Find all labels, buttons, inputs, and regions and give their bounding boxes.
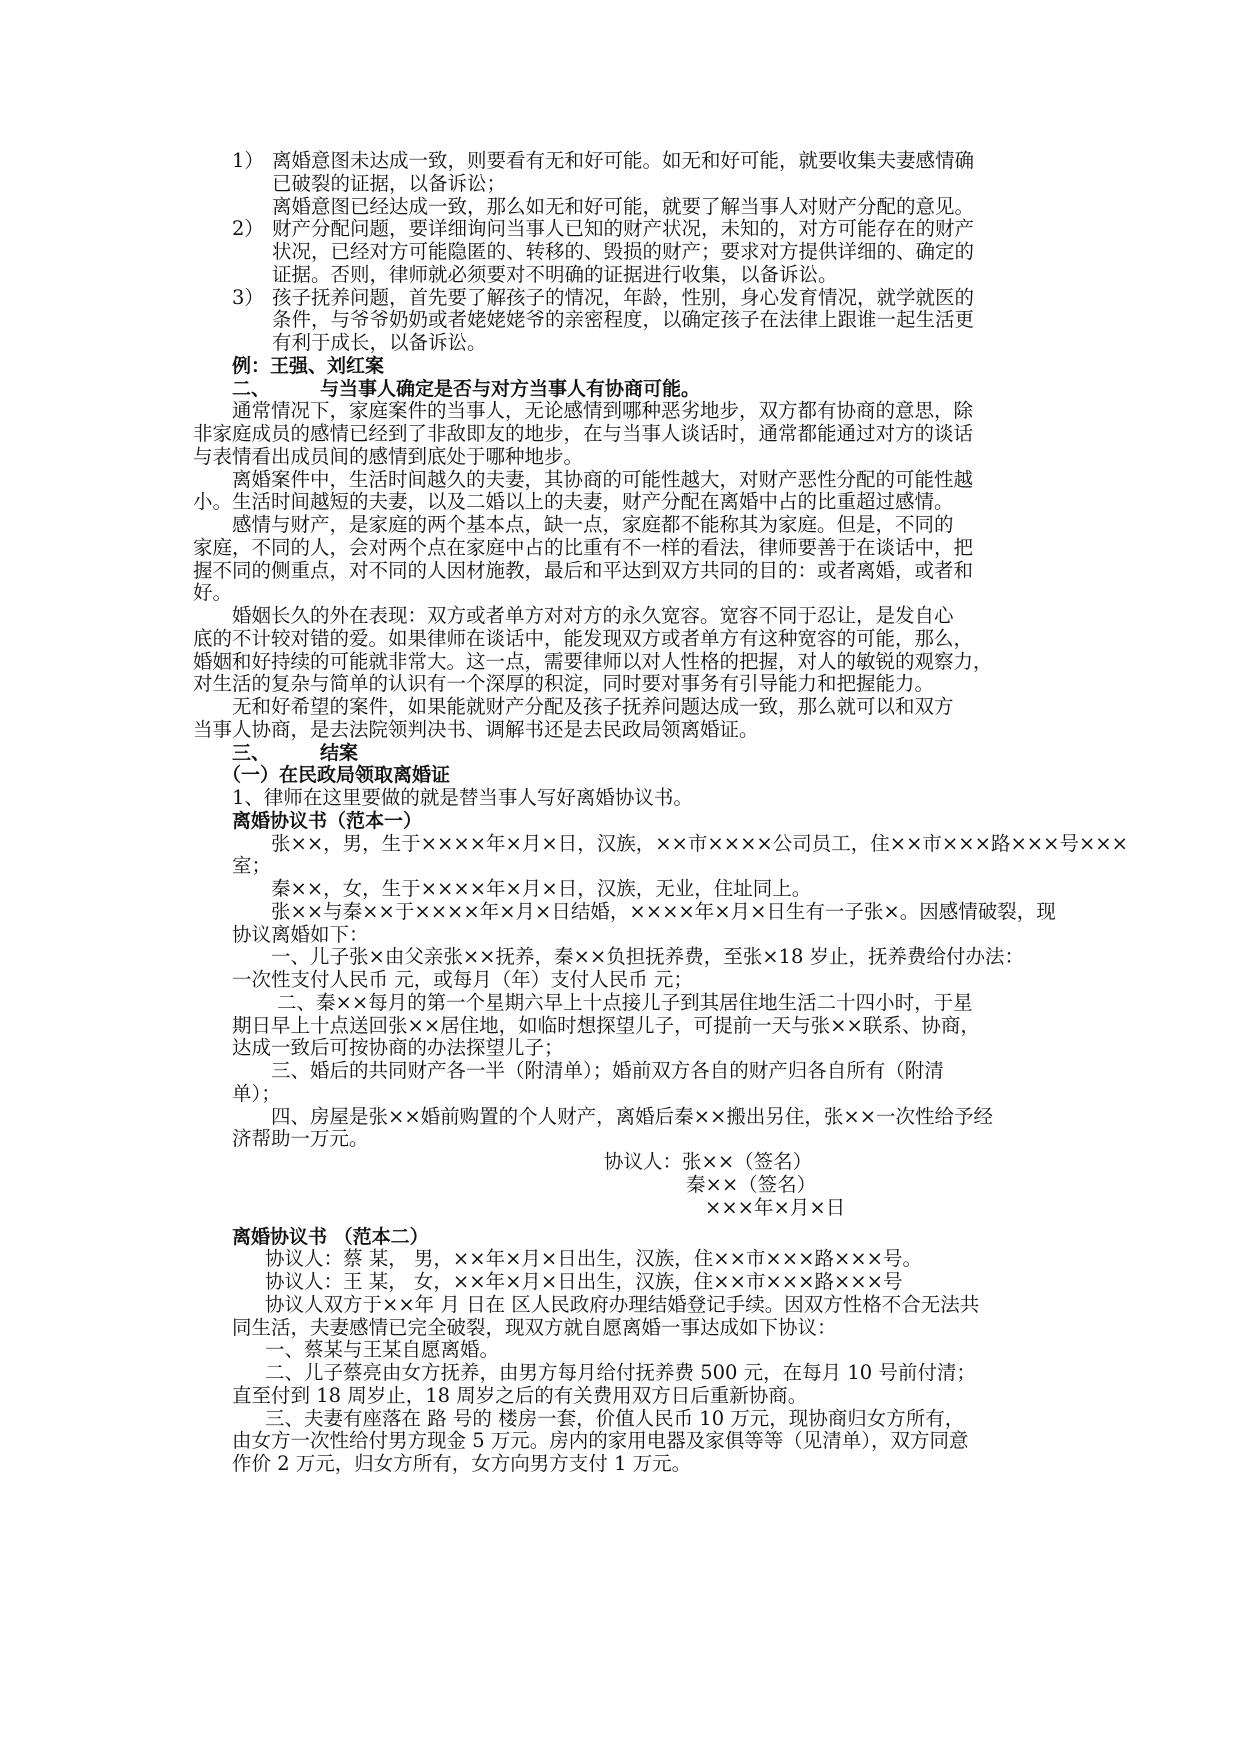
sample-2-line-5: 一、蔡某与王某自愿离婚。: [265, 1338, 500, 1362]
signer-2: 秦××（签名）: [686, 1172, 817, 1196]
sample-1-line-8: 二、秦××每月的第一个星期六早上十点接儿子到其居住地生活二十四小时，于星: [277, 990, 973, 1014]
section-3-heading: 结案: [320, 741, 359, 764]
sample-1-line-7: 一次性支付人民币 元，或每月（年）支付人民币 元；: [232, 968, 693, 991]
item-3-line-2: 条件，与爷爷奶奶或者姥姥姥爷的亲密程度，以确定孩子在法律上跟谁一起生活更: [272, 308, 975, 332]
s2-p5-line-1: 无和好希望的案件，如果能就财产分配及孩子抚养问题达成一致，那么就可以和双方: [232, 695, 954, 718]
signer-1: 协议人：张××（签名）: [604, 1150, 813, 1173]
sample-2-line-8: 三、夫妻有座落在 路 号的 楼房一套，价值人民币 10 万元，现协商归女方所有，: [265, 1406, 965, 1430]
sample-2-line-6: 二、儿子蔡亮由女方抚养，由男方每月给付抚养费 500 元，在每月 10 号前付清；: [265, 1361, 976, 1384]
sample-2-line-2: 协议人：王 某， 女，××年×月×日出生，汉族，住××市×××路×××号: [265, 1270, 903, 1293]
sample-1-line-10: 达成一致后可按协商的办法探望儿子；: [232, 1036, 564, 1060]
s2-p4-line-3: 婚姻和好持续的可能就非常大。这一点，需要律师以对人性格的把握，对人的敏锐的观察力，: [193, 649, 993, 673]
item-1-line-2: 已破裂的证据，以备诉讼；: [272, 171, 507, 195]
sample-2-line-3: 协议人双方于××年 月 日在 区人民政府办理结婚登记手续。因双方性格不合无法共: [265, 1292, 980, 1316]
sample-1-line-11: 三、婚后的共同财产各一半（附清单）；婚前双方各自的财产归各自所有（附清: [271, 1059, 944, 1082]
s2-p1-line-3: 与表情看出成员间的感情到底处于哪种地步。: [193, 444, 584, 468]
section-2-number: 二、: [232, 377, 271, 400]
sample-1-line-1: 张××，男，生于××××年×月×日，汉族，××市××××公司员工，住××市×××路×××号×××: [271, 831, 1128, 855]
sample-2-line-4: 同生活，夫妻感情已完全破裂，现双方就自愿离婚一事达成如下协议：: [232, 1315, 837, 1339]
sample-1-line-12: 单）；: [232, 1081, 281, 1105]
item-3-line-3: 有利于成长，以备诉讼。: [272, 331, 487, 354]
sample-2-line-1: 协议人：蔡 某， 男，××年×月×日出生，汉族，住××市×××路×××号。: [265, 1247, 922, 1271]
section-3-intro: 1、律师在这里要做的就是替当事人写好离婚协议书。: [232, 786, 693, 809]
sample-1-title: 离婚协议书（范本一）: [232, 809, 423, 832]
sample-1-line-3: 秦××，女，生于××××年×月×日，汉族，无业，住址同上。: [271, 877, 812, 900]
sample-1-line-6: 一、儿子张×由父亲张××抚养，秦××负担抚养费，至张×18 岁止，抚养费给付办法：: [271, 945, 1025, 969]
item-3-number: 3）: [232, 285, 264, 309]
section-2-heading: 与当事人确定是否与对方当事人有协商可能。: [320, 377, 701, 400]
sample-1-line-2: 室；: [232, 854, 272, 878]
s2-p4-line-4: 对生活的复杂与简单的认识有一个深厚的积淀，同时要对事务有引导能力和把握能力。: [193, 672, 935, 696]
s2-p4-line-1: 婚姻长久的外在表现：双方或者单方对对方的永久宽容。宽容不同于忍让，是发自心: [232, 604, 954, 627]
item-2-number: 2）: [232, 217, 264, 241]
item-2-line-3: 证据。否则，律师就必须要对不明确的证据进行收集，以备诉讼。: [272, 262, 838, 286]
signature-date: ×××年×月×日: [705, 1195, 846, 1219]
section-3-number: 三、: [232, 741, 271, 764]
sample-2-line-9: 由女方一次性给付男方现金 5 万元。房内的家用电器及家俱等等（见清单），双方同意: [232, 1429, 969, 1453]
s2-p1-line-1: 通常情况下，家庭案件的当事人，无论感情到哪种恶劣地步，双方都有协商的意思，除: [232, 399, 974, 423]
item-3-line-1: 孩子抚养问题，首先要了解孩子的情况，年龄，性别，身心发育情况，就学就医的: [272, 285, 975, 309]
s2-p5-line-2: 当事人协商，是去法院领判决书、调解书还是去民政局领离婚证。: [193, 717, 759, 741]
s2-p2-line-2: 小。生活时间越短的夫妻，以及二婚以上的夫妻，财产分配在离婚中占的比重超过感情。: [193, 490, 954, 514]
s2-p3-line-4: 好。: [193, 581, 233, 605]
sample-2-title: 离婚协议书 （范本二）: [232, 1225, 429, 1248]
sample-1-line-9: 期日早上十点送回张××居住地，如临时想探望儿子，可提前一天与张××联系、协商，: [232, 1013, 980, 1037]
sample-1-line-5: 协议离婚如下：: [232, 922, 369, 946]
s2-p2-line-1: 离婚案件中，生活时间越久的夫妻，其协商的可能性越大，对财产恶性分配的可能性越: [232, 467, 974, 491]
sample-2-line-7: 直至付到 18 周岁止，18 周岁之后的有关费用双方日后重新协商。: [232, 1383, 808, 1407]
subsection-1-heading: （一）在民政局领取离婚证: [222, 764, 451, 787]
s2-p3-line-3: 握不同的侧重点，对不同的人因材施教，最后和平达到双方共同的目的：或者离婚，或者和: [193, 558, 974, 582]
s2-p1-line-2: 非家庭成员的感情已经到了非敌即友的地步，在与当事人谈话时，通常都能通过对方的谈话: [193, 422, 974, 445]
sample-1-line-13: 四、房屋是张××婚前购置的个人财产，离婚后秦××搬出另住，张××一次性给予经: [271, 1104, 994, 1128]
example-heading: 例：王强、刘红案: [232, 354, 385, 377]
item-1-line-3: 离婚意图已经达成一致，那么如无和好可能，就要了解当事人对财产分配的意见。: [272, 194, 975, 218]
sample-1-line-14: 济帮助一万元。: [232, 1127, 369, 1151]
sample-1-line-4: 张××与秦××于××××年×月×日结婚，××××年×月×日生有一子张×。因感情破裂，现: [271, 899, 1056, 923]
item-1-number: 1）: [232, 149, 264, 172]
sample-2-line-10: 作价 2 万元，归女方所有，女方向男方支付 1 万元。: [232, 1452, 692, 1475]
item-2-line-1: 财产分配问题，要详细询问当事人已知的财产状况，未知的，对方可能存在的财产: [272, 217, 975, 241]
s2-p3-line-2: 家庭，不同的人，会对两个点在家庭中占的比重有不一样的看法，律师要善于在谈话中，把: [193, 535, 974, 559]
s2-p4-line-2: 底的不计较对错的爱。如果律师在谈话中，能发现双方或者单方有这种宽容的可能，那么，: [193, 626, 974, 650]
s2-p3-line-1: 感情与财产，是家庭的两个基本点，缺一点，家庭都不能称其为家庭。但是，不同的: [232, 513, 954, 536]
item-1-line-1: 离婚意图未达成一致，则要看有无和好可能。如无和好可能，就要收集夫妻感情确: [272, 149, 975, 172]
item-2-line-2: 状况，已经对方可能隐匿的、转移的、毁损的财产；要求对方提供详细的、确定的: [272, 240, 975, 263]
